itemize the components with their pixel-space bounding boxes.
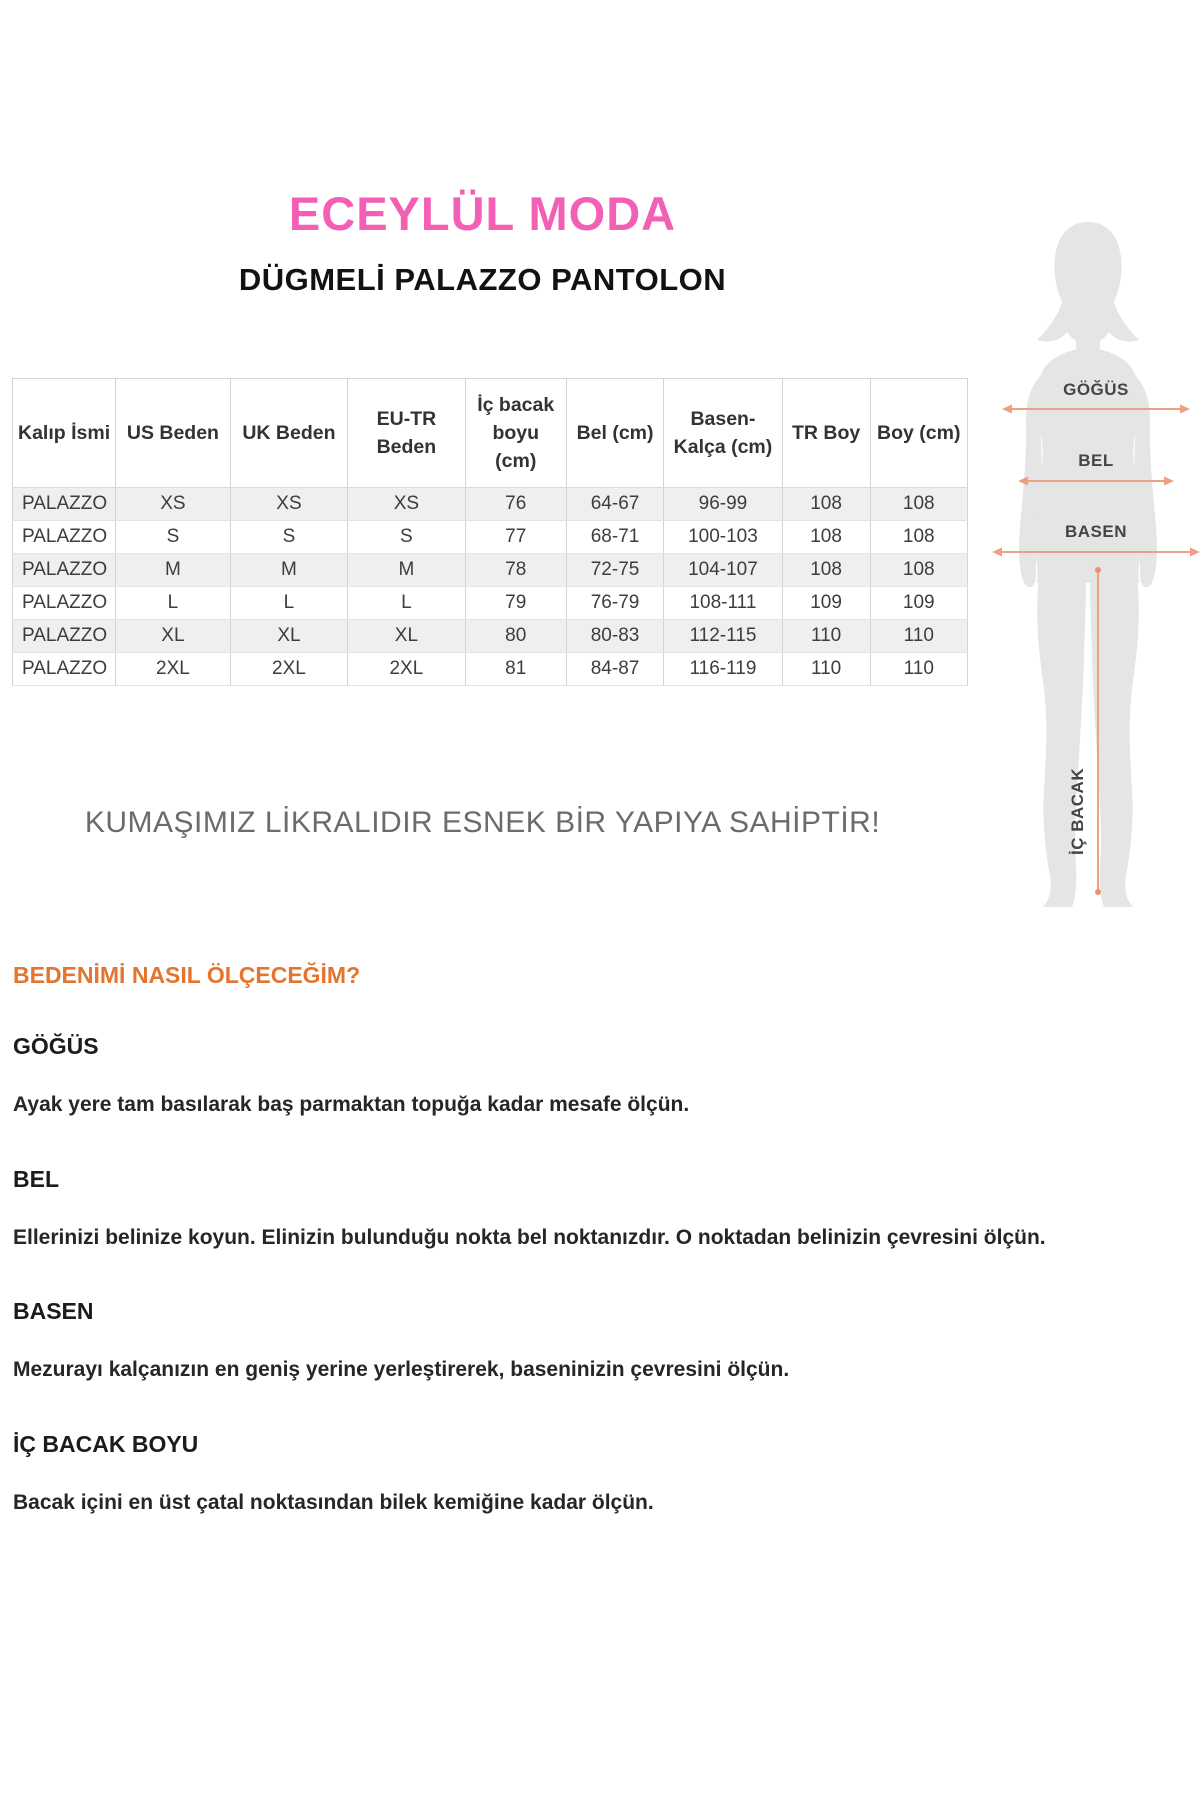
size-table-cell: 78 (465, 554, 566, 587)
guide-heading-inseam: İÇ BACAK BOYU (13, 1430, 199, 1457)
size-table-cell: M (230, 554, 347, 587)
size-table-cell: L (230, 587, 347, 620)
size-table-cell: 64-67 (566, 488, 663, 521)
size-table-cell: 110 (782, 620, 870, 653)
product-title: DÜGMELİ PALAZZO PANTOLON (238, 262, 727, 297)
size-table-cell: 2XL (348, 653, 465, 686)
size-table-cell: 68-71 (566, 521, 663, 554)
size-table-cell: PALAZZO (13, 620, 116, 653)
size-table-cell: 104-107 (664, 554, 782, 587)
size-table-cell: 100-103 (664, 521, 782, 554)
size-table-cell: M (116, 554, 231, 587)
size-table-header-cell: US Beden (116, 379, 231, 488)
size-table-wrapper (12, 378, 968, 686)
size-table-cell: 108 (782, 554, 870, 587)
size-table-header-cell: Bel (cm) (566, 379, 663, 488)
size-table-cell: XL (348, 620, 465, 653)
size-table-header-cell: Kalıp İsmi (13, 379, 116, 488)
size-table-cell: 110 (870, 653, 967, 686)
size-table-cell: 81 (465, 653, 566, 686)
size-table-cell: 108 (870, 488, 967, 521)
size-table-cell: S (116, 521, 231, 554)
size-table-cell: 108 (782, 488, 870, 521)
guide-title: BEDENİMİ NASIL ÖLÇECEĞİM? (13, 962, 361, 988)
size-table-cell: 110 (782, 653, 870, 686)
size-table-header-cell: TR Boy (782, 379, 870, 488)
fabric-note: KUMAŞIMIZ LİKRALIDIR ESNEK BİR YAPIYA SAHİPTİR! (84, 806, 881, 839)
guide-heading-waist: BEL (13, 1165, 59, 1192)
size-table-header-cell: UK Beden (230, 379, 347, 488)
size-table-header-cell: İç bacak boyu (cm) (465, 379, 566, 488)
size-table-cell: 76 (465, 488, 566, 521)
guide-text-hips: Mezurayı kalçanızın en geniş yerine yerleştirerek, baseninizin çevresini ölçün. (13, 1358, 790, 1382)
size-table-row (13, 488, 968, 521)
size-table-cell: 72-75 (566, 554, 663, 587)
size-table-cell: XS (116, 488, 231, 521)
size-table-cell: 76-79 (566, 587, 663, 620)
size-table-cell: 108 (782, 521, 870, 554)
size-table-cell: 80 (465, 620, 566, 653)
size-table-cell: PALAZZO (13, 587, 116, 620)
guide-heading-hips: BASEN (13, 1298, 94, 1325)
size-table-cell: 80-83 (566, 620, 663, 653)
size-table-cell: 108 (870, 554, 967, 587)
guide-text-waist: Ellerinizi belinize koyun. Elinizin bulunduğu nokta bel noktanızdır. O noktadan belinizin çevresini ölçün. (13, 1225, 1046, 1249)
measurement-guide (13, 962, 1183, 1519)
size-table-cell: 109 (870, 587, 967, 620)
size-table-row (13, 521, 968, 554)
figure-inseam-label: İÇ BACAK (1068, 767, 1087, 855)
size-table-cell: 112-115 (664, 620, 782, 653)
size-table-cell: L (348, 587, 465, 620)
size-table-row (13, 554, 968, 587)
size-table-cell: 108-111 (664, 587, 782, 620)
size-table-cell: 2XL (116, 653, 231, 686)
guide-text-chest: Ayak yere tam basılarak baş parmaktan topuğa kadar mesafe ölçün. (13, 1093, 690, 1116)
size-table-cell: XL (116, 620, 231, 653)
size-table-cell: PALAZZO (13, 554, 116, 587)
size-table-cell: M (348, 554, 465, 587)
size-table-cell: 110 (870, 620, 967, 653)
silhouette-left-leg (1037, 578, 1086, 907)
size-table-header-cell: Basen-Kalça (cm) (664, 379, 782, 488)
size-table-cell: 109 (782, 587, 870, 620)
size-table-cell: PALAZZO (13, 488, 116, 521)
size-table-cell: S (348, 521, 465, 554)
brand-title: ECEYLÜL MODA (288, 187, 677, 240)
size-table-cell: L (116, 587, 231, 620)
figure-hips-label: BASEN (1064, 522, 1128, 541)
size-table-head-row (13, 379, 968, 488)
size-table-cell: XL (230, 620, 347, 653)
size-table-body (13, 488, 968, 686)
figure-waist-label: BEL (1078, 451, 1114, 470)
guide-heading-chest: GÖĞÜS (13, 1033, 99, 1059)
size-table-cell: XS (230, 488, 347, 521)
size-table-cell: XS (348, 488, 465, 521)
size-table-cell: 2XL (230, 653, 347, 686)
size-table-cell: 108 (870, 521, 967, 554)
size-table-cell: PALAZZO (13, 653, 116, 686)
size-table-cell: 116-119 (664, 653, 782, 686)
size-table-header-cell: EU-TR Beden (348, 379, 465, 488)
female-silhouette (1019, 222, 1157, 907)
size-table-cell: 84-87 (566, 653, 663, 686)
size-table-row (13, 620, 968, 653)
size-table-cell: 96-99 (664, 488, 782, 521)
size-table-row (13, 587, 968, 620)
size-table-header-cell: Boy (cm) (870, 379, 967, 488)
size-table-cell: 79 (465, 587, 566, 620)
body-measurement-figure (965, 218, 1200, 923)
size-table-cell: PALAZZO (13, 521, 116, 554)
size-table-cell: 77 (465, 521, 566, 554)
size-table-cell: S (230, 521, 347, 554)
size-table-row (13, 653, 968, 686)
figure-chest-label: GÖĞÜS (1063, 380, 1129, 399)
size-table (12, 378, 968, 686)
guide-text-inseam: Bacak içini en üst çatal noktasından bilek kemiğine kadar ölçün. (13, 1490, 654, 1514)
